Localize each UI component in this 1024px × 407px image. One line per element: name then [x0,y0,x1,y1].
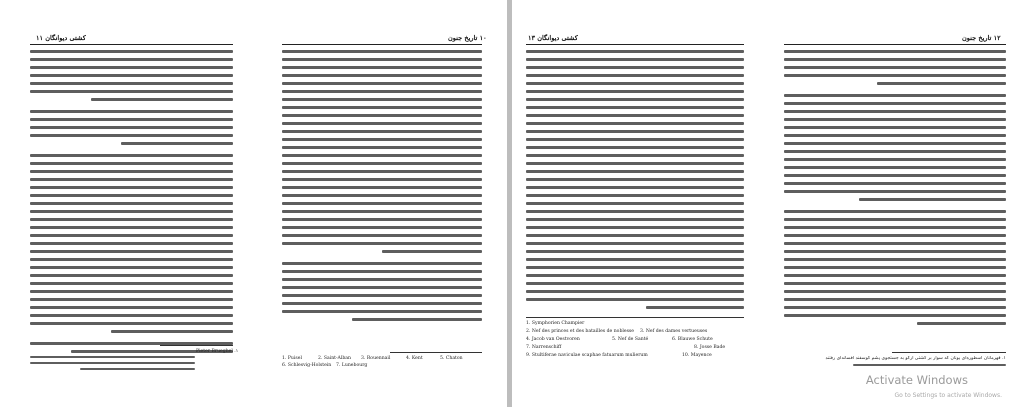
footnote: 2. Nef des princes et des batailles de noblesse [526,329,635,334]
footnote-rule [892,352,1006,353]
footnote-text [30,356,195,370]
book-page-right [512,0,1024,407]
footnote: 4. Jacob van Oestvoren [526,337,580,342]
footnote: 10. Mayence [682,353,712,358]
text-column-right [784,50,1006,325]
footnote: ۱. قهرمانان اسطوره‌ای یونان که سوار بر کشتی آرگو به جستجوی پشم گوسفند افسانه‌ای رفتند [825,356,1006,361]
footnote: 6. Schlesvig-Holstein [282,363,332,368]
text-column-left [30,50,233,353]
footnote-rule [160,345,233,346]
footnote: ۱. Pieter Brueghel [196,349,239,354]
footnote-rule [390,352,482,353]
footnote: 8. Josse Bade [694,345,726,350]
book-page-left [0,0,507,407]
page-header-left-column: کشتی دیوانگان ۱۳ [528,34,578,42]
footnote: 4. Kent [406,356,423,361]
footnote: 3. Rouennail [361,356,391,361]
footnote: 3. Nef des dames vertueuses [640,329,708,334]
footnote: 7. Lunebourg [336,363,368,368]
footnote: 5. Chaton [440,356,463,361]
footnote: 6. Blauwe Schute [672,337,713,342]
footnote: 9. Stultiferae naviculae scaphae fatuarum mulierum [526,353,648,358]
header-rule [784,44,1006,45]
footnote: 7. Narrenschiff [526,345,562,350]
page-header-right-column: ۱۰ تاریخ جنون [448,34,487,42]
footnote-rule [526,317,744,318]
footnote: 1. Symphorien Champier [526,321,585,326]
footnote: 1. Puisel [282,356,302,361]
page-header-left-column: کشتی دیوانگان ۱۱ [36,34,86,42]
activate-windows-subtitle: Go to Settings to activate Windows. [894,392,1002,399]
header-rule [526,44,744,45]
text-column-right [282,50,482,321]
footnote-text [802,364,1006,366]
footnote: 5. Nef de Santé [612,337,649,342]
footnote: 2. Saint-Alban [318,356,351,361]
activate-windows-watermark: Activate Windows [865,373,968,387]
header-rule [282,44,482,45]
text-column-left [526,50,744,309]
header-rule [30,44,233,45]
page-header-right-column: ۱۲ تاریخ جنون [962,34,1001,42]
